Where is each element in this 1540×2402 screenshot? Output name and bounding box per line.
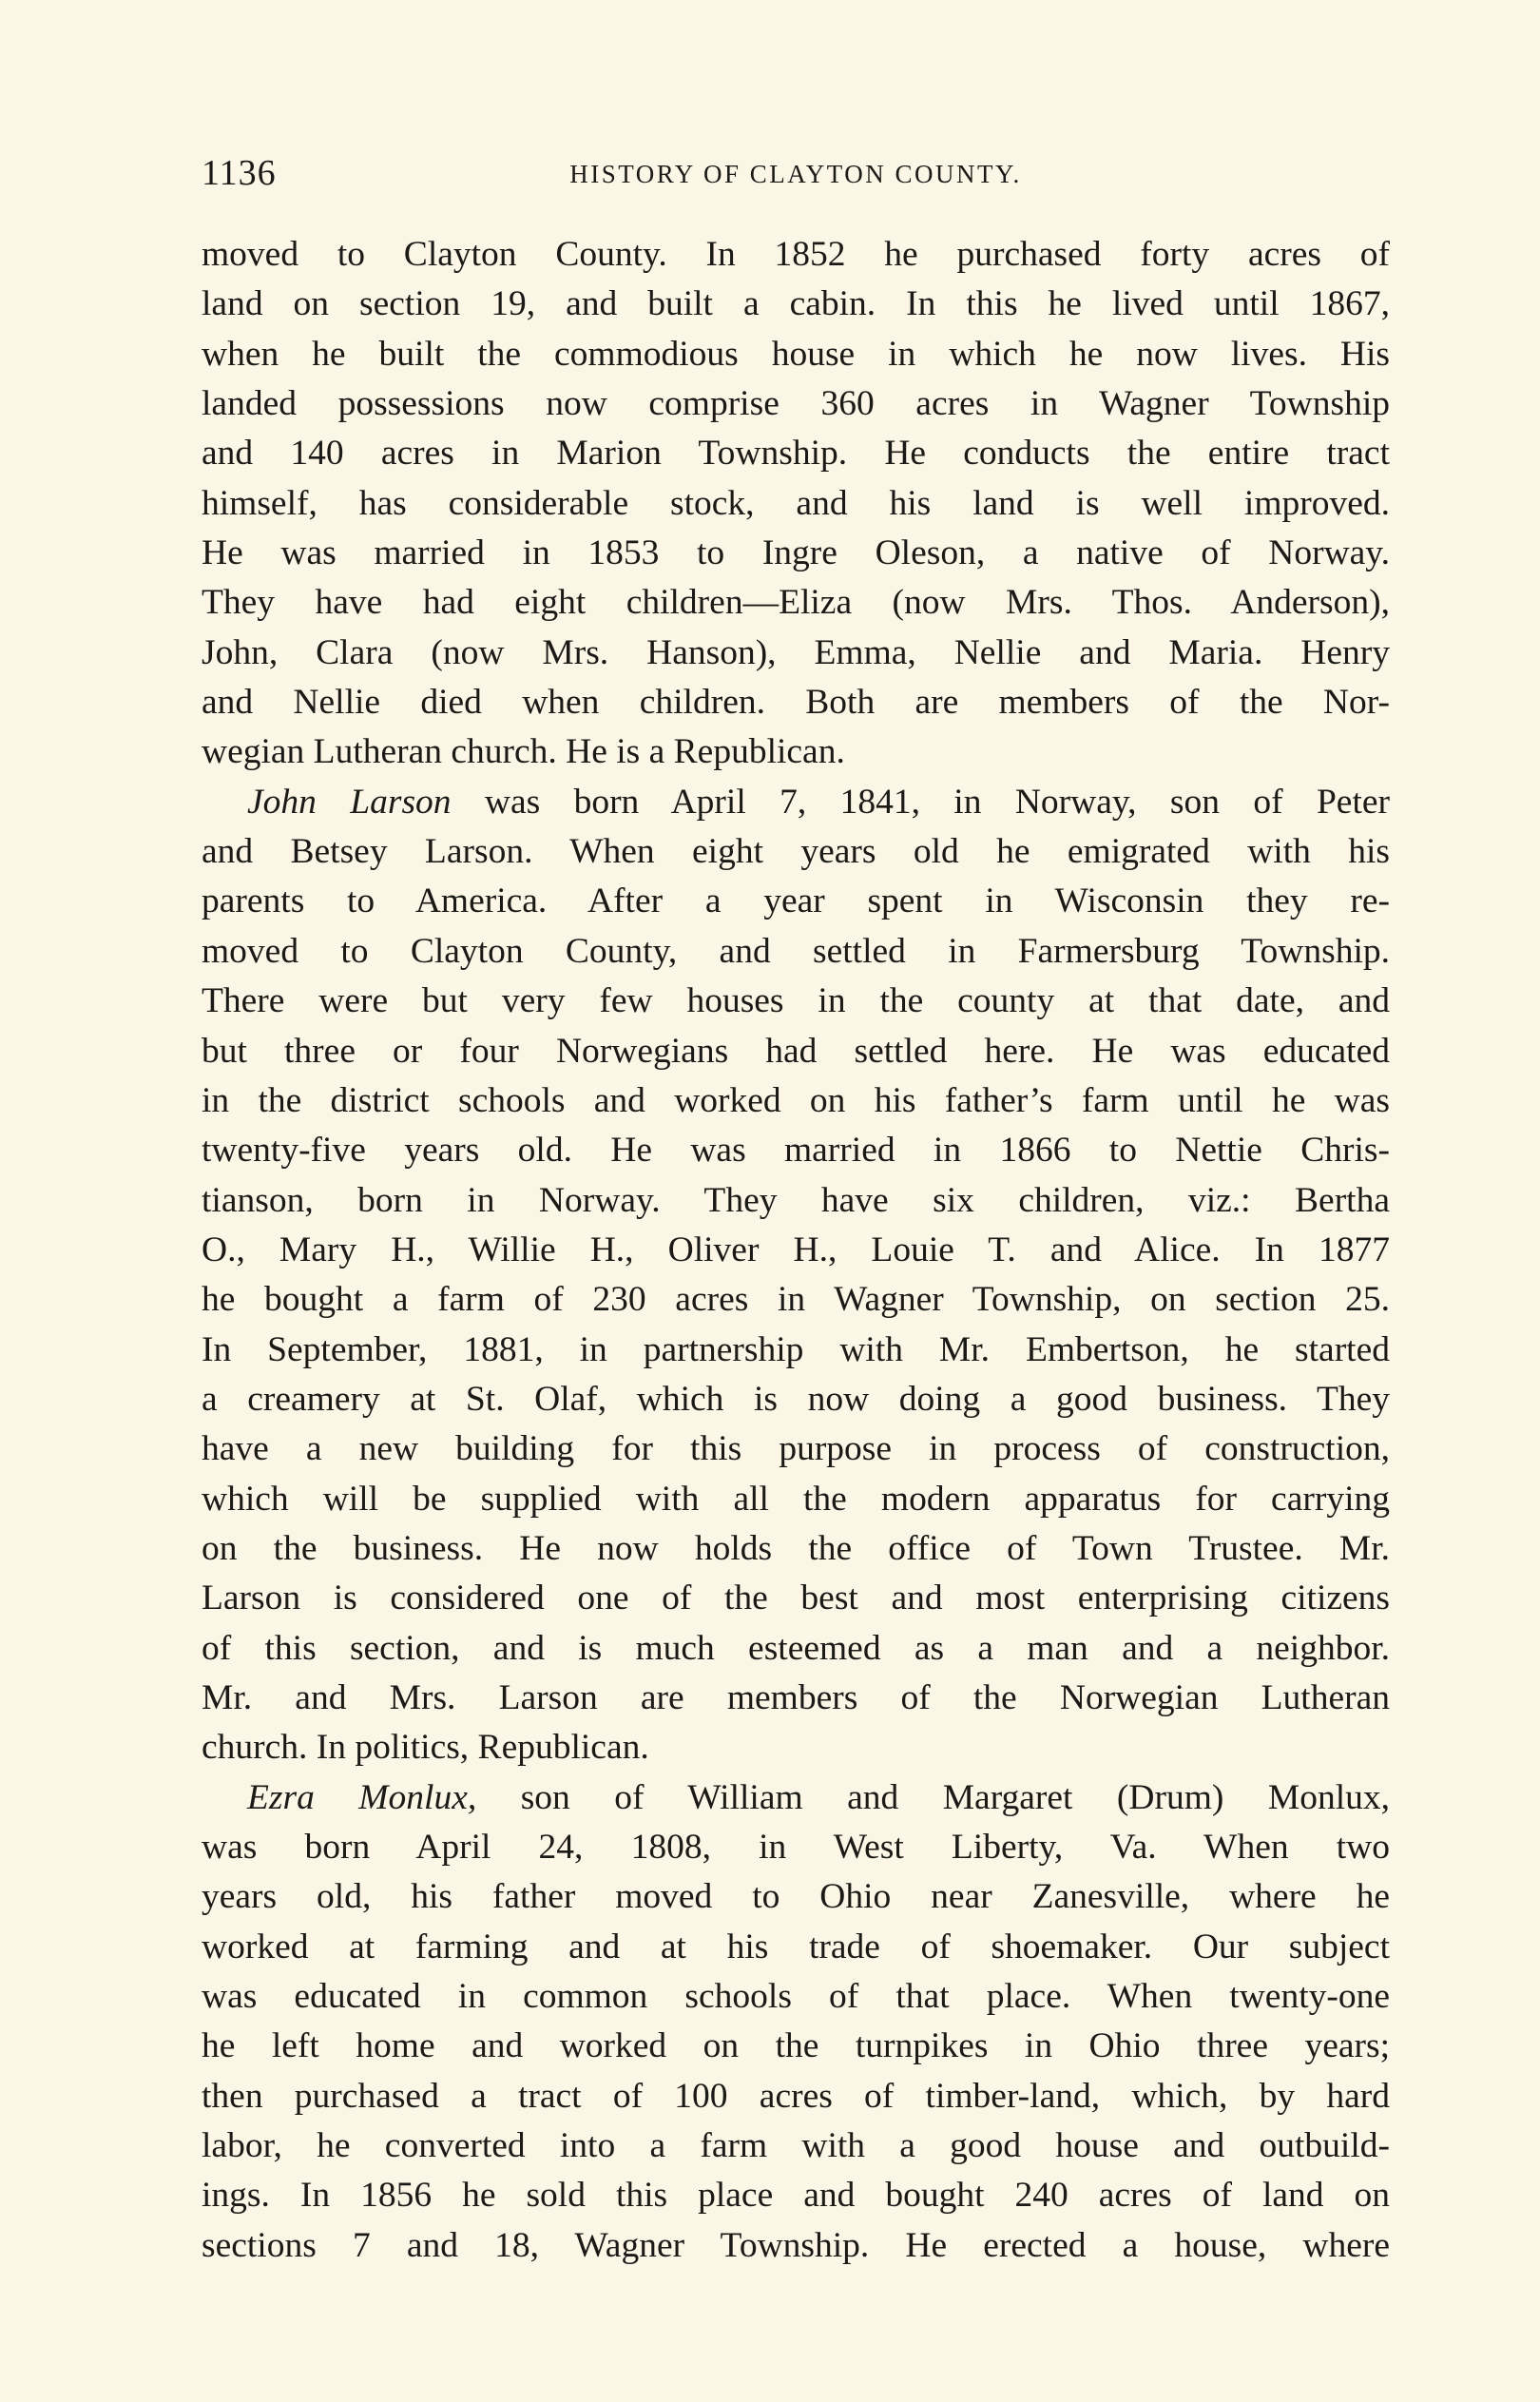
line-text: in the district schools and worked on his father’s farm until he was	[202, 1080, 1390, 1120]
line-text: he left home and worked on the turnpikes in Ohio three years;	[202, 2026, 1390, 2066]
line-text: was born April 7, 1841, in Norway, son of Peter	[451, 782, 1390, 822]
text-line	[202, 1574, 1390, 1623]
text-line	[202, 1475, 1390, 1524]
text-line	[202, 2022, 1390, 2071]
text-line	[202, 1424, 1390, 1474]
text-line	[202, 1923, 1390, 1972]
line-text: Larson is considered one of the best and most enterprising citizens	[202, 1579, 1390, 1618]
text-line	[202, 2221, 1390, 2271]
text-line	[202, 678, 1390, 727]
text-line	[202, 1275, 1390, 1325]
text-line	[202, 1872, 1390, 1922]
text-line	[202, 280, 1390, 329]
page-number: 1136	[202, 153, 277, 193]
line-text: and Betsey Larson. When eight years old he emigrated with his	[202, 832, 1390, 872]
text-line	[202, 727, 1390, 777]
text-line	[202, 330, 1390, 379]
text-line	[202, 479, 1390, 529]
line-text: O., Mary H., Willie H., Oliver H., Louie T. and Alice. In 1877	[202, 1230, 1390, 1269]
text-line	[202, 2072, 1390, 2121]
line-text: he bought a farm of 230 acres in Wagner Township, on section 25.	[202, 1280, 1390, 1320]
line-text: worked at farming and at his trade of shoemaker. Our subject	[202, 1927, 1390, 1966]
text-line	[202, 1972, 1390, 2022]
text-line	[202, 1226, 1390, 1275]
line-text: There were but very few houses in the county at that date, and	[202, 981, 1390, 1021]
line-text: have a new building for this purpose in process of construction,	[202, 1429, 1390, 1469]
line-text: John, Clara (now Mrs. Hanson), Emma, Nellie and Maria. Henry	[202, 632, 1390, 672]
line-text: twenty-five years old. He was married in 1866 to Nettie Chris-	[202, 1131, 1390, 1171]
text-line	[202, 429, 1390, 478]
line-text: himself, has considerable stock, and his land is well improved.	[202, 483, 1390, 523]
line-text: moved to Clayton County. In 1852 he purchased forty acres of	[202, 235, 1390, 274]
line-text: and Nellie died when children. Both are members of the Nor-	[202, 683, 1390, 723]
line-text: was born April 24, 1808, in West Liberty, Va. When two	[202, 1828, 1390, 1867]
line-text: land on section 19, and built a cabin. In this he lived until 1867,	[202, 284, 1390, 324]
book-page	[202, 152, 1390, 2271]
line-text: which will be supplied with all the modern apparatus for carrying	[202, 1479, 1390, 1519]
body-text	[202, 230, 1390, 2271]
running-head	[202, 152, 1390, 202]
line-text: sections 7 and 18, Wagner Township. He erected a house, where	[202, 2225, 1390, 2265]
line-text: Mr. and Mrs. Larson are members of the Norwegian Lutheran	[202, 1677, 1390, 1717]
line-text: a creamery at St. Olaf, which is now doing a good business. They	[202, 1379, 1390, 1419]
line-text: then purchased a tract of 100 acres of timber-land, which, by hard	[202, 2076, 1390, 2116]
line-text: In September, 1881, in partnership with Mr. Embertson, he started	[202, 1329, 1390, 1369]
text-line	[202, 230, 1390, 280]
text-line	[202, 1823, 1390, 1872]
text-line	[202, 778, 1390, 827]
text-line	[202, 578, 1390, 628]
line-text: They have had eight children—Eliza (now Mrs. Thos. Anderson),	[202, 583, 1390, 623]
line-text: son of William and Margaret (Drum) Monlux,	[476, 1777, 1390, 1817]
text-line	[202, 1027, 1390, 1076]
text-line	[202, 379, 1390, 429]
line-text: when he built the commodious house in which he now lives. His	[202, 334, 1390, 374]
line-text: on the business. He now holds the office of Town Trustee. Mr.	[202, 1528, 1390, 1568]
text-line	[202, 2121, 1390, 2171]
line-text: moved to Clayton County, and settled in Farmersburg Township.	[202, 931, 1390, 971]
text-line	[202, 2171, 1390, 2220]
line-text: wegian Lutheran church. He is a Republican.	[202, 732, 845, 772]
line-text: church. In politics, Republican.	[202, 1728, 649, 1768]
text-line	[202, 1126, 1390, 1175]
text-line	[202, 1674, 1390, 1723]
text-line	[202, 1176, 1390, 1226]
text-line	[202, 1624, 1390, 1674]
text-line	[202, 1773, 1390, 1823]
line-text: was educated in common schools of that place. When twenty-one	[202, 1977, 1390, 2017]
text-line	[202, 529, 1390, 578]
text-line	[202, 827, 1390, 877]
biography-subject-name: Ezra Monlux,	[247, 1777, 477, 1817]
text-line	[202, 927, 1390, 977]
biography-subject-name: John Larson	[247, 782, 452, 822]
line-text: and 140 acres in Marion Township. He conducts the entire tract	[202, 434, 1390, 474]
line-text: ings. In 1856 he sold this place and bought 240 acres of land on	[202, 2176, 1390, 2216]
running-title: HISTORY OF CLAYTON COUNTY.	[569, 160, 1022, 188]
text-line	[202, 877, 1390, 926]
text-line	[202, 1723, 1390, 1772]
text-line	[202, 1326, 1390, 1375]
text-line	[202, 1524, 1390, 1574]
line-text: landed possessions now comprise 360 acres in Wagner Township	[202, 384, 1390, 424]
line-text: tianson, born in Norway. They have six children, viz.: Bertha	[202, 1180, 1390, 1220]
text-line	[202, 977, 1390, 1026]
line-text: years old, his father moved to Ohio near Zanesville, where he	[202, 1877, 1390, 1917]
line-text: of this section, and is much esteemed as a man and a neighbor.	[202, 1628, 1390, 1668]
line-text: labor, he converted into a farm with a good house and outbuild-	[202, 2126, 1390, 2166]
text-line	[202, 1375, 1390, 1424]
line-text: He was married in 1853 to Ingre Oleson, a native of Norway.	[202, 533, 1390, 573]
text-line	[202, 1076, 1390, 1126]
line-text: parents to America. After a year spent in Wisconsin they re-	[202, 881, 1390, 921]
text-line	[202, 629, 1390, 678]
line-text: but three or four Norwegians had settled here. He was educated	[202, 1031, 1390, 1071]
